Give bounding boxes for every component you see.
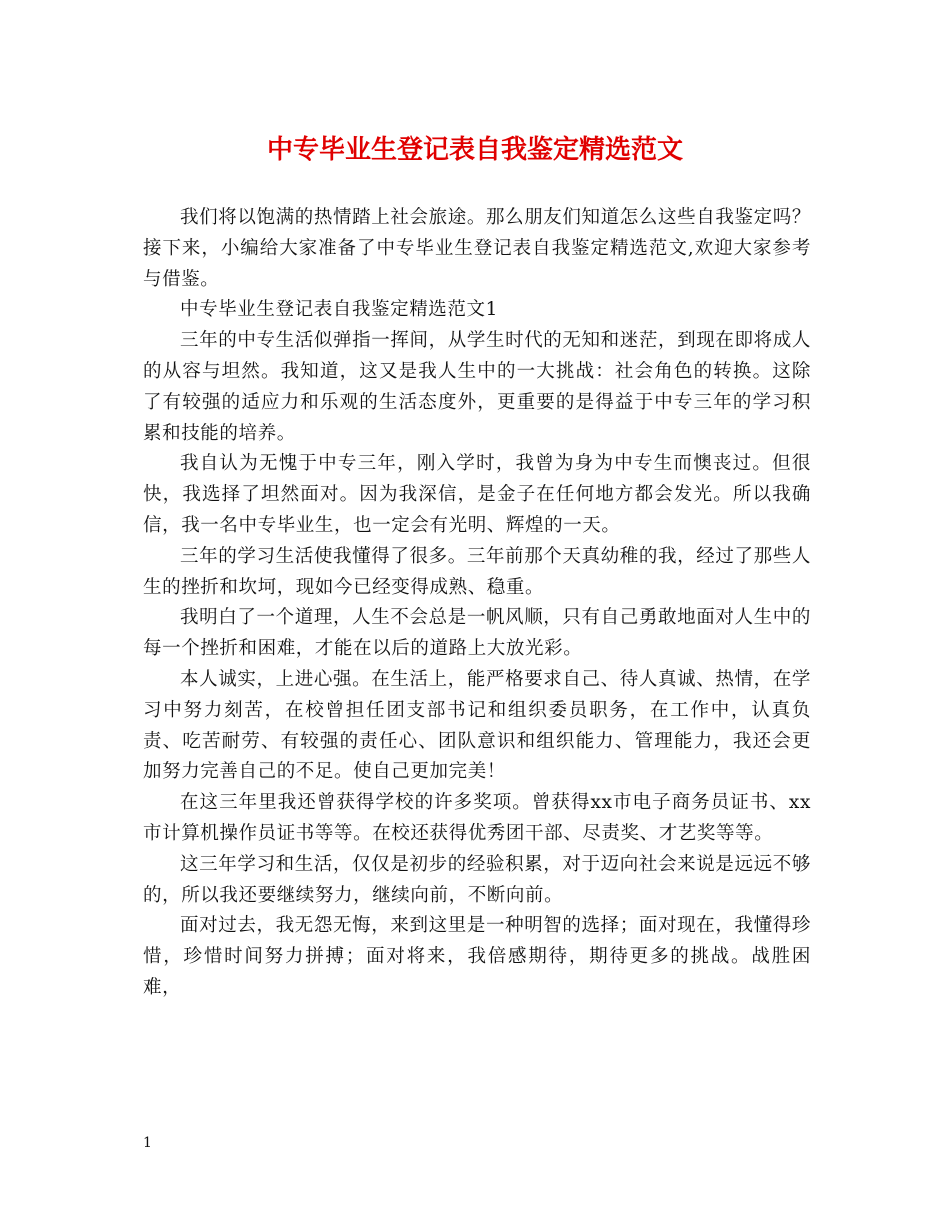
paragraph: 我自认为无愧于中专三年，刚入学时，我曾为身为中专生而懊丧过。但很快，我选择了坦然面对。因为我深信，是金子在任何地方都会发光。所以我确信，我一名中专毕业生，也一定会有光明、辉煌的一天。 — [143, 453, 811, 536]
paragraph: 本人诚实，上进心强。在生活上，能严格要求自己、待人真诚、热情，在学习中努力刻苦，在校曾担任团支部书记和组织委员职务，在工作中，认真负责、吃苦耐劳、有较强的责任心、团队意识和组织能力、管理能力，我还会更加努力完善自己的不足。使自己更加完美！ — [143, 668, 811, 783]
document-body — [143, 203, 811, 1004]
paragraph: 面对过去，我无怨无悔，来到这里是一种明智的选择；面对现在，我懂得珍惜，珍惜时间努力拼搏；面对将来，我倍感期待，期待更多的挑战。战胜困难， — [143, 915, 811, 998]
paragraph: 我们将以饱满的热情踏上社会旅途。那么朋友们知道怎么这些自我鉴定吗？接下来，小编给大家准备了中专毕业生登记表自我鉴定精选范文,欢迎大家参考与借鉴。 — [143, 207, 811, 290]
page-number: 1 — [143, 1135, 152, 1151]
paragraph: 我明白了一个道理，人生不会总是一帆风顺，只有自己勇敢地面对人生中的每一个挫折和困难，才能在以后的道路上大放光彩。 — [143, 607, 811, 660]
paragraph: 这三年学习和生活，仅仅是初步的经验积累，对于迈向社会来说是远远不够的，所以我还要继续努力，继续向前，不断向前。 — [143, 853, 811, 906]
paragraph: 三年的中专生活似弹指一挥间，从学生时代的无知和迷茫，到现在即将成人的从容与坦然。我知道，这又是我人生中的一大挑战：社会角色的转换。这除了有较强的适应力和乐观的生活态度外，更重要的是得益于中专三年的学习积累和技能的培养。 — [143, 330, 811, 444]
section-heading: 中专毕业生登记表自我鉴定精选范文1 — [180, 299, 498, 321]
paragraph: 在这三年里我还曾获得学校的许多奖项。曾获得xx市电子商务员证书、xx市计算机操作员证书等等。在校还获得优秀团干部、尽责奖、才艺奖等等。 — [143, 792, 811, 844]
document-title: 中专毕业生登记表自我鉴定精选范文 — [266, 135, 683, 165]
paragraph: 三年的学习生活使我懂得了很多。三年前那个天真幼稚的我，经过了那些人生的挫折和坎坷，现如今已经变得成熟、稳重。 — [143, 545, 811, 598]
